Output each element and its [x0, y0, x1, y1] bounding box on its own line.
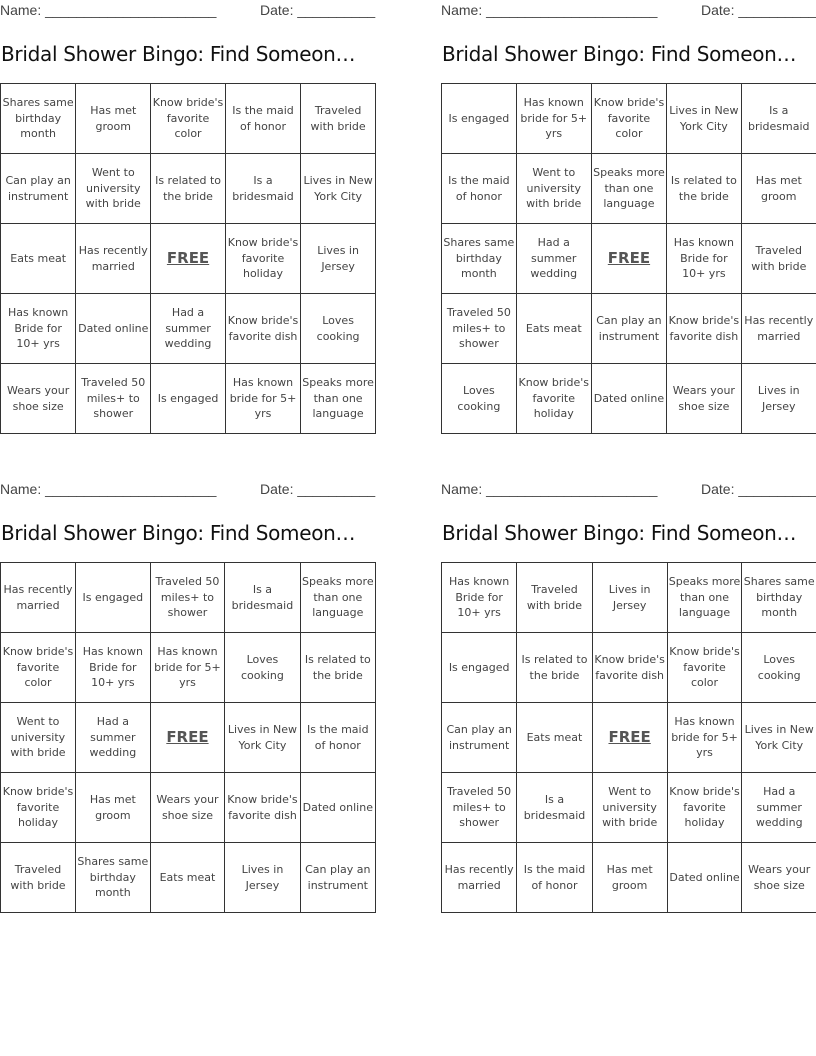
date-label: Date: __________: [701, 481, 816, 497]
bingo-square: Loves cooking: [301, 294, 376, 364]
bingo-square: Shares same birthday month: [742, 563, 816, 633]
grid-row: [442, 563, 816, 633]
bingo-square: Know bride's favorite holiday: [516, 364, 591, 434]
bingo-square: Has known Bride for 10+ yrs: [667, 224, 741, 294]
bingo-square: Has met groom: [592, 843, 667, 913]
bingo-square: Lives in New York City: [742, 703, 816, 773]
bingo-square: Traveled 50 miles+ to shower: [76, 364, 151, 434]
bingo-square: Is related to the bride: [300, 633, 375, 703]
bingo-square: Dated online: [591, 364, 666, 434]
grid-row: [1, 364, 376, 434]
bingo-grid: [0, 562, 376, 913]
bingo-square: Speaks more than one language: [667, 563, 742, 633]
bingo-square: Eats meat: [517, 703, 592, 773]
card-title: Bridal Shower Bingo: Find Someon…: [442, 521, 797, 545]
bingo-square: Is engaged: [442, 84, 517, 154]
bingo-square: Know bride's favorite color: [151, 84, 226, 154]
bingo-square: Is a bridesmaid: [741, 84, 816, 154]
bingo-square: Know bride's favorite color: [1, 633, 76, 703]
bingo-square: Is related to the bride: [667, 154, 741, 224]
bingo-square: Is a bridesmaid: [225, 563, 300, 633]
bingo-square: Lives in Jersey: [741, 364, 816, 434]
grid-row: [442, 633, 816, 703]
bingo-square: Has met groom: [76, 84, 151, 154]
grid-row: [442, 364, 816, 434]
bingo-square: Can play an instrument: [442, 703, 517, 773]
name-label: Name: ______________________: [0, 481, 217, 497]
bingo-square: Traveled 50 miles+ to shower: [442, 294, 517, 364]
bingo-square: Had a summer wedding: [76, 703, 151, 773]
bingo-square: Went to university with bride: [1, 703, 76, 773]
bingo-square: Has known Bride for 10+ yrs: [1, 294, 76, 364]
bingo-square: Know bride's favorite holiday: [225, 224, 300, 294]
bingo-square: Traveled with bride: [517, 563, 592, 633]
grid-row: [1, 773, 376, 843]
bingo-square: Wears your shoe size: [150, 773, 225, 843]
bingo-square: Loves cooking: [442, 364, 517, 434]
bingo-square: Speaks more than one language: [591, 154, 666, 224]
bingo-square: Know bride's favorite dish: [667, 294, 741, 364]
grid-row: [442, 773, 816, 843]
bingo-square: Shares same birthday month: [76, 843, 151, 913]
bingo-square: Is engaged: [442, 633, 517, 703]
bingo-square: Traveled with bride: [301, 84, 376, 154]
bingo-square: Has met groom: [76, 773, 151, 843]
bingo-square: Is related to the bride: [151, 154, 226, 224]
free-square: FREE: [592, 703, 667, 773]
bingo-square: Speaks more than one language: [301, 364, 376, 434]
bingo-square: Has recently married: [741, 294, 816, 364]
bingo-square: Had a summer wedding: [151, 294, 226, 364]
free-square: FREE: [151, 224, 226, 294]
name-date-line: [0, 481, 376, 499]
bingo-square: Has known bride for 5+ yrs: [516, 84, 591, 154]
bingo-square: Know bride's favorite color: [591, 84, 666, 154]
grid-row: [442, 843, 816, 913]
grid-row: [442, 224, 816, 294]
bingo-square: Know bride's favorite dish: [225, 773, 300, 843]
bingo-square: Is engaged: [76, 563, 151, 633]
bingo-square: Is related to the bride: [517, 633, 592, 703]
bingo-square: Has known Bride for 10+ yrs: [76, 633, 151, 703]
bingo-square: Can play an instrument: [1, 154, 76, 224]
bingo-square: Traveled 50 miles+ to shower: [150, 563, 225, 633]
bingo-square: Eats meat: [150, 843, 225, 913]
bingo-square: Lives in New York City: [667, 84, 741, 154]
card-title: Bridal Shower Bingo: Find Someon…: [442, 42, 797, 66]
bingo-square: Had a summer wedding: [742, 773, 816, 843]
bingo-square: Eats meat: [516, 294, 591, 364]
bingo-square: Dated online: [667, 843, 742, 913]
grid-row: [1, 703, 376, 773]
bingo-square: Had a summer wedding: [516, 224, 591, 294]
free-square: FREE: [150, 703, 225, 773]
grid-row: [1, 224, 376, 294]
name-date-line: [0, 2, 376, 20]
bingo-square: Is the maid of honor: [225, 84, 300, 154]
card-title: Bridal Shower Bingo: Find Someon…: [1, 521, 356, 545]
bingo-square: Has recently married: [1, 563, 76, 633]
bingo-square: Dated online: [76, 294, 151, 364]
grid-row: [1, 633, 376, 703]
bingo-square: Traveled with bride: [741, 224, 816, 294]
bingo-square: Lives in Jersey: [592, 563, 667, 633]
bingo-square: Shares same birthday month: [442, 224, 517, 294]
bingo-square: Traveled with bride: [1, 843, 76, 913]
bingo-square: Is a bridesmaid: [517, 773, 592, 843]
date-label: Date: __________: [701, 2, 816, 18]
bingo-square: Know bride's favorite dish: [225, 294, 300, 364]
bingo-square: Has recently married: [76, 224, 151, 294]
bingo-square: Is the maid of honor: [300, 703, 375, 773]
free-square: FREE: [591, 224, 666, 294]
bingo-square: Is the maid of honor: [517, 843, 592, 913]
bingo-square: Loves cooking: [742, 633, 816, 703]
bingo-square: Went to university with bride: [516, 154, 591, 224]
bingo-square: Loves cooking: [225, 633, 300, 703]
bingo-square: Lives in New York City: [225, 703, 300, 773]
name-date-line: [441, 2, 816, 20]
grid-row: [1, 84, 376, 154]
grid-row: [1, 563, 376, 633]
bingo-square: Lives in New York City: [301, 154, 376, 224]
bingo-grid: [441, 83, 816, 434]
grid-row: [442, 294, 816, 364]
bingo-square: Has met groom: [741, 154, 816, 224]
name-label: Name: ______________________: [0, 2, 217, 18]
date-label: Date: __________: [260, 2, 376, 18]
bingo-square: Can play an instrument: [300, 843, 375, 913]
bingo-square: Is the maid of honor: [442, 154, 517, 224]
bingo-square: Know bride's favorite holiday: [667, 773, 742, 843]
bingo-square: Can play an instrument: [591, 294, 666, 364]
bingo-square: Know bride's favorite color: [667, 633, 742, 703]
name-label: Name: ______________________: [441, 2, 658, 18]
bingo-square: Dated online: [300, 773, 375, 843]
bingo-square: Went to university with bride: [76, 154, 151, 224]
grid-row: [442, 703, 816, 773]
bingo-square: Eats meat: [1, 224, 76, 294]
name-date-line: [441, 481, 816, 499]
bingo-square: Speaks more than one language: [300, 563, 375, 633]
bingo-square: Lives in Jersey: [301, 224, 376, 294]
bingo-grid: [441, 562, 816, 913]
grid-row: [1, 294, 376, 364]
bingo-square: Went to university with bride: [592, 773, 667, 843]
grid-row: [1, 843, 376, 913]
bingo-square: Has known bride for 5+ yrs: [225, 364, 300, 434]
bingo-grid: [0, 83, 376, 434]
bingo-square: Has known bride for 5+ yrs: [150, 633, 225, 703]
bingo-square: Has recently married: [442, 843, 517, 913]
bingo-square: Know bride's favorite dish: [592, 633, 667, 703]
bingo-square: Has known bride for 5+ yrs: [667, 703, 742, 773]
date-label: Date: __________: [260, 481, 376, 497]
name-label: Name: ______________________: [441, 481, 658, 497]
bingo-square: Know bride's favorite holiday: [1, 773, 76, 843]
bingo-square: Lives in Jersey: [225, 843, 300, 913]
grid-row: [1, 154, 376, 224]
bingo-square: Is engaged: [151, 364, 226, 434]
grid-row: [442, 154, 816, 224]
bingo-square: Has known Bride for 10+ yrs: [442, 563, 517, 633]
grid-row: [442, 84, 816, 154]
bingo-square: Shares same birthday month: [1, 84, 76, 154]
bingo-square: Wears your shoe size: [1, 364, 76, 434]
card-title: Bridal Shower Bingo: Find Someon…: [1, 42, 356, 66]
bingo-square: Is a bridesmaid: [225, 154, 300, 224]
bingo-square: Wears your shoe size: [667, 364, 741, 434]
bingo-square: Traveled 50 miles+ to shower: [442, 773, 517, 843]
bingo-square: Wears your shoe size: [742, 843, 816, 913]
